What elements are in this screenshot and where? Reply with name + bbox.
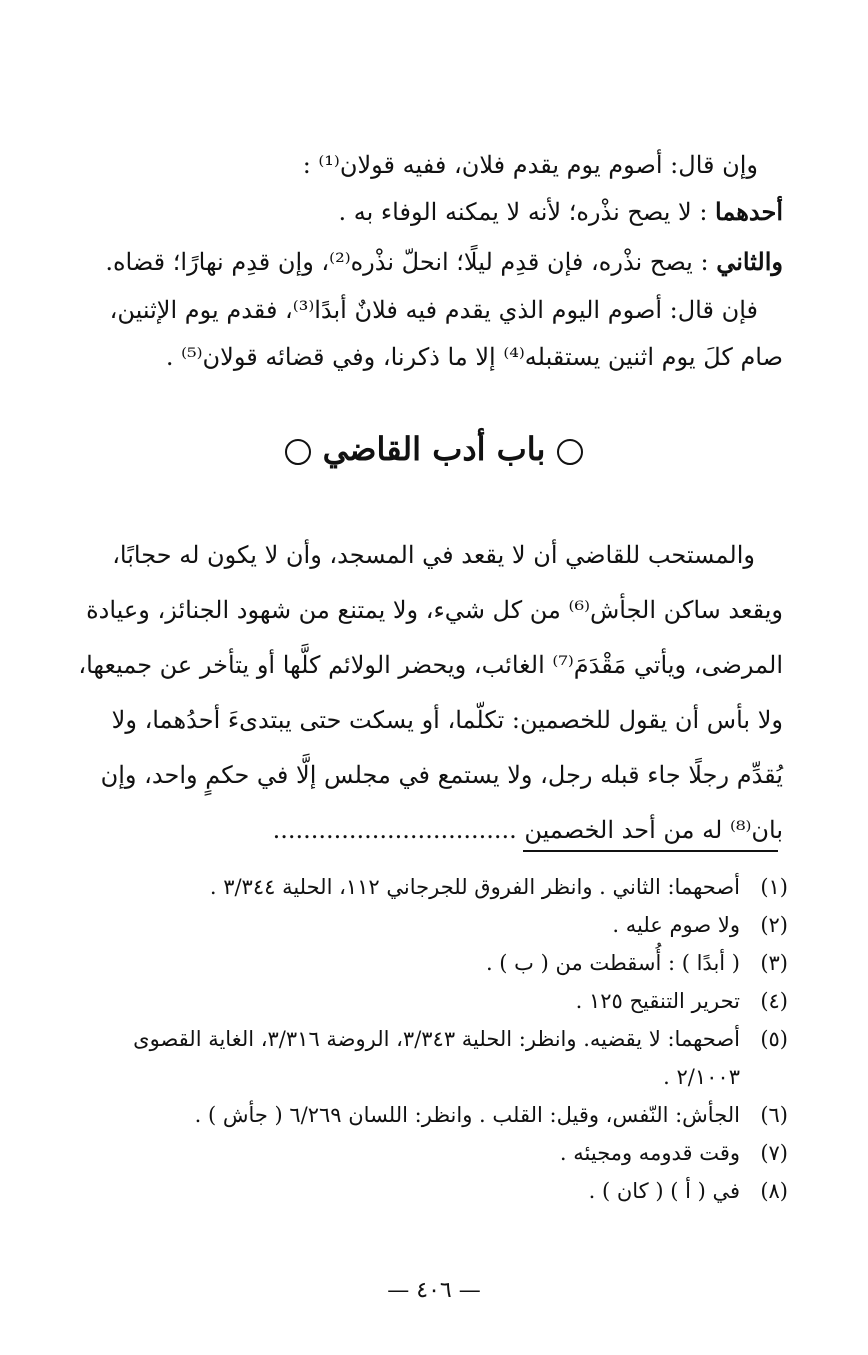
footnote-item bbox=[75, 868, 788, 906]
line-2-label: أحدهما bbox=[715, 197, 783, 226]
footnote-text: ( أبدًا ) : أُسقطت من ( ب ) . bbox=[485, 951, 740, 975]
text-line-2 bbox=[338, 196, 783, 228]
footnotes bbox=[75, 868, 788, 1210]
text-line-1: وإن قال: أصوم يوم يقدم فلان، ففيه قولان⁽¹⁾ : bbox=[302, 151, 758, 179]
footnote-item bbox=[75, 1096, 788, 1134]
footnote-text: وقت قدومه ومجيئه . bbox=[559, 1141, 740, 1165]
footnote-separator bbox=[523, 850, 778, 852]
footnote-number: (٤) bbox=[760, 989, 788, 1013]
footnote-item bbox=[75, 906, 788, 944]
chapter-heading bbox=[0, 430, 868, 468]
footnote-number: (٥) bbox=[760, 1027, 788, 1051]
body-line: ولا بأس أن يقول للخصمين: تكلّما، أو يسكت حتى يبتدىءَ أحدُهما، ولا bbox=[111, 706, 783, 734]
footnote-item bbox=[75, 982, 788, 1020]
footnote-item bbox=[75, 944, 788, 982]
text-line-5: صام كلَ يوم اثنين يستقبله⁽⁴⁾ إلا ما ذكرنا، وفي قضائه قولان⁽⁵⁾ . bbox=[165, 343, 783, 371]
text-line-4: فإن قال: أصوم اليوم الذي يقدم فيه فلانٌ أبدًا⁽³⁾، فقدم يوم الإثنين، bbox=[109, 296, 758, 324]
footnote-text: الجأش: النّفس، وقيل: القلب . وانظر: اللسان ٦/٢٦٩ ( جأش ) . bbox=[194, 1103, 740, 1127]
body-line: المرضى، ويأتي مَقْدَمَ⁽⁷⁾ الغائب، ويحضر الولائم كلَّها أو يتأخر عن جميعها، bbox=[78, 651, 783, 679]
footnote-text: تحرير التنقيح ١٢٥ . bbox=[575, 989, 740, 1013]
body-paragraph bbox=[75, 528, 783, 858]
footnote-text: في ( أ ) ( كان ) . bbox=[588, 1179, 740, 1203]
line-3-label: والثاني bbox=[716, 247, 783, 276]
ring-ornament-icon bbox=[557, 439, 583, 465]
text-line-3 bbox=[105, 246, 783, 278]
body-line: والمستحب للقاضي أن لا يقعد في المسجد، وأن لا يكون له حجابًا، bbox=[112, 541, 755, 569]
footnote-number: (٧) bbox=[760, 1141, 788, 1165]
footnote-text: ولا صوم عليه . bbox=[612, 913, 740, 937]
body-line: يُقدِّم رجلًا جاء قبله رجل، ولا يستمع في مجلس إلَّا في حكمٍ واحد، وإن bbox=[100, 761, 783, 789]
footnote-text: أصحهما: لا يقضيه. وانظر: الحلية ٣/٣٤٣، الروضة ٣/٣١٦، الغاية القصوى ٢/١٠٠٣ . bbox=[133, 1027, 740, 1089]
page-number: — ٤٠٦ — bbox=[387, 1278, 481, 1303]
footnote-item bbox=[75, 1020, 788, 1096]
footnote-item bbox=[75, 1134, 788, 1172]
footnote-item bbox=[75, 1172, 788, 1210]
footnote-text: أصحهما: الثاني . وانظر الفروق للجرجاني ١١٢، الحلية ٣/٣٤٤ . bbox=[209, 875, 740, 899]
footnote-number: (٣) bbox=[760, 951, 788, 975]
chapter-title: باب أدب القاضي bbox=[322, 430, 546, 468]
footnote-number: (٢) bbox=[760, 913, 788, 937]
footnote-number: (١) bbox=[760, 875, 788, 899]
line-3-text: : يصح نذْره، فإن قدِم ليلًا؛ انحلّ نذْره⁽²⁾، وإن قدِم نهارًا؛ قضاه. bbox=[105, 248, 709, 276]
line-2-text: : لا يصح نذْره؛ لأنه لا يمكنه الوفاء به . bbox=[338, 198, 708, 226]
body-line: ويقعد ساكن الجأش⁽⁶⁾ من كل شيء، ولا يمتنع من شهود الجنائز، وعيادة bbox=[86, 596, 783, 624]
footnote-number: (٨) bbox=[760, 1179, 788, 1203]
footnote-number: (٦) bbox=[760, 1103, 788, 1127]
ring-ornament-icon bbox=[285, 439, 311, 465]
body-line: بان⁽⁸⁾ له من أحد الخصمين ................................ bbox=[272, 816, 783, 844]
